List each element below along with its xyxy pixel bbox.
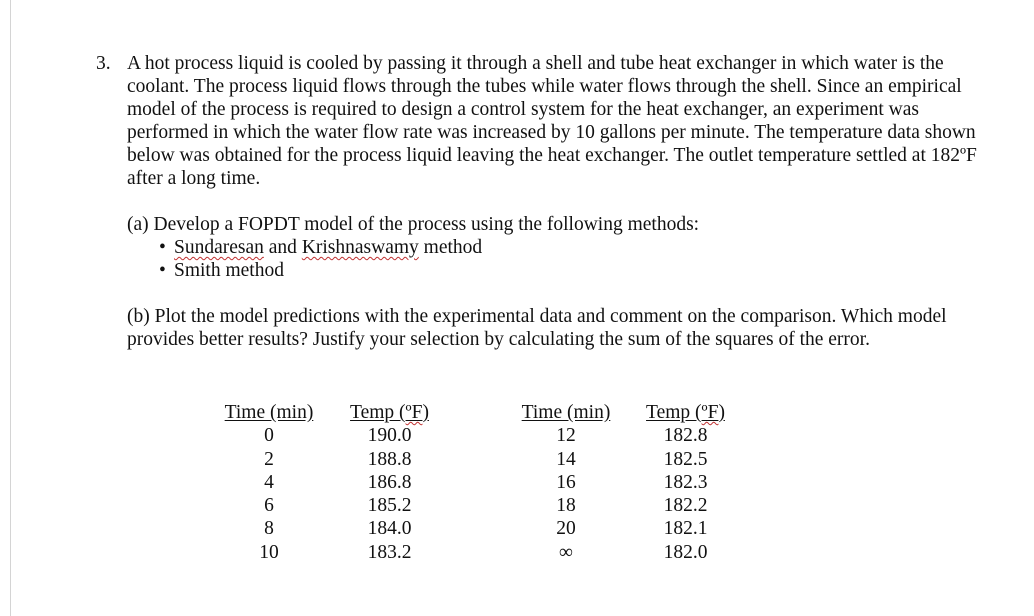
table-cell: 8: [264, 518, 274, 540]
time-header: Time (min): [224, 402, 314, 423]
temp-header: Temp (ºF): [350, 402, 429, 423]
part-a: [127, 213, 986, 282]
table-cell: 183.2: [367, 541, 412, 563]
method-item-smith: • Smith method: [159, 259, 986, 282]
table-cell: 184.0: [367, 518, 412, 540]
table-cell: 190.0: [367, 425, 412, 447]
table-cell: 0: [264, 425, 274, 447]
table-cell: 12: [556, 425, 576, 447]
table-cell: 182.2: [663, 495, 708, 517]
table-cell: 4: [264, 471, 274, 493]
problem-3: [96, 52, 986, 351]
table-cell: 188.8: [367, 448, 412, 470]
table-cell: 2: [264, 448, 274, 470]
problem-statement: A hot process liquid is cooled by passing it through a shell and tube heat exchanger in which water is the coolant. The process liquid flows through the tubes while water flows through the shell. Since an empirical model of the process is required to design a control system for the heat exchanger, an experiment was performed in which the water flow rate was increased by 10 gallons per minute. The temperature data shown below was obtained for the process liquid leaving the heat exchanger. The outlet temperature settled at 182ºF after a long time.: [127, 53, 977, 189]
table-cell: 185.2: [367, 495, 412, 517]
part-b: (b) Plot the model predictions with the experimental data and comment on the comparison. Which model provides better results? Justify your selection by calculating the sum of the squares of the error.: [127, 306, 947, 350]
table-cell: ∞: [559, 541, 573, 563]
spellcheck-word: Sundaresan: [174, 237, 264, 258]
right-temp-column: [642, 401, 729, 564]
table-cell: 16: [556, 471, 576, 493]
part-a-text: (a) Develop a FOPDT model of the process using the following methods:: [127, 214, 700, 235]
table-cell: 182.8: [663, 425, 708, 447]
left-time-column: [221, 401, 317, 564]
table-cell: 182.5: [663, 448, 708, 470]
time-header: Time (min): [521, 402, 611, 423]
right-time-column: [518, 401, 614, 564]
method-list: [127, 236, 986, 282]
left-temp-column: [346, 401, 433, 564]
temp-header: Temp (ºF): [646, 402, 725, 423]
method-item-sundaresan-krishnaswamy: • Sundaresan and Krishnaswamy method: [159, 236, 986, 259]
temperature-data-tables: [0, 401, 1034, 581]
table-cell: 20: [556, 518, 576, 540]
table-cell: 186.8: [367, 471, 412, 493]
table-cell: 18: [556, 495, 576, 517]
table-cell: 182.0: [663, 541, 708, 563]
table-cell: 182.3: [663, 471, 708, 493]
problem-number: 3.: [96, 53, 111, 74]
table-cell: 182.1: [663, 518, 708, 540]
table-cell: 14: [556, 448, 576, 470]
spellcheck-word: Krishnaswamy: [301, 237, 419, 258]
table-cell: 10: [259, 541, 279, 563]
table-cell: 6: [264, 495, 274, 517]
